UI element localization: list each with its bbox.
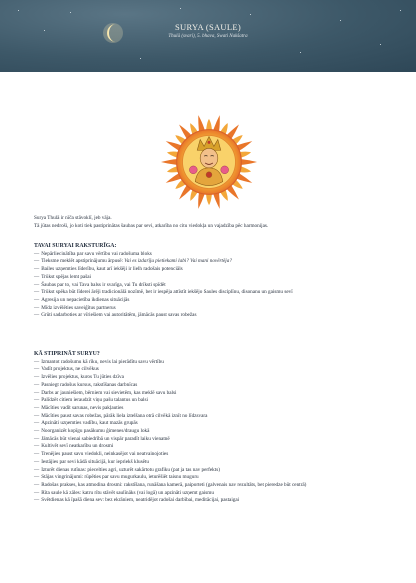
list-item: [34, 390, 404, 398]
header-banner: [0, 0, 416, 72]
list-item: [34, 274, 404, 282]
list-item: [34, 467, 404, 475]
dash-bullet: —: [34, 420, 40, 427]
dash-bullet: —: [34, 381, 40, 388]
list-item-text: Svētdienas kā īpašā diena sev: bez ekrāniem, neatridējot radošai darbībai, meditācijai, pastaigai: [41, 497, 240, 504]
dash-bullet: —: [34, 481, 40, 488]
list-item-text: Šaubas par to, vai Tava balss ir svarīga, vai Tu drīksti spīdēt: [41, 281, 166, 288]
traits-list: [34, 251, 404, 320]
dash-bullet: —: [34, 366, 40, 373]
page-subtitle: Thulā (svari), 5. bhava, Swati Nakšatra: [168, 34, 248, 39]
dash-bullet: —: [34, 404, 40, 411]
sun-ray: [198, 115, 204, 131]
sun-ray: [206, 119, 212, 130]
list-item-text: Trenējies paust savu viedokli, neinkasējot vai neatvainojoties: [41, 451, 169, 458]
list-item-text: Izturēt dienas rutīnas: piecelties agri, uzturēt sakārtotu grafiku (pat ja tas nav perfekts): [41, 466, 220, 473]
list-item: [34, 459, 404, 467]
list-item-text: Noorganizēt kopīgu pasākumu ģimenes/draugu lokā: [41, 428, 150, 435]
sun-ray: [161, 159, 177, 165]
list-item: [34, 451, 404, 459]
list-item-text: Pasniegt radošus kursus, rakstīšanas darbnīcas: [41, 381, 138, 388]
dash-bullet: —: [34, 389, 40, 396]
list-item-text: Agresija un nepacietība ikdienas situācijās: [41, 296, 130, 303]
strengthen-section: [34, 351, 404, 505]
dash-bullet: —: [34, 250, 40, 257]
list-item: [34, 428, 404, 436]
dash-bullet: —: [34, 258, 40, 265]
dash-bullet: —: [34, 474, 40, 481]
list-item-quote: Vai es izdarīju pietiekami labi? Vai mani novērtēja?: [124, 258, 232, 265]
list-item-text: Jāmācās būt vienai sabiedrībā un vispār paradīt laiku vienatnē: [41, 435, 170, 442]
dash-bullet: —: [34, 273, 40, 280]
dash-bullet: —: [34, 312, 40, 319]
dash-bullet: —: [34, 374, 40, 381]
surya-sun-illustration: [160, 113, 258, 211]
list-item-text: Izmantot radošumu kā rīku, nevis lai pierādītu savu vērtību: [41, 358, 164, 365]
list-item: [34, 405, 404, 413]
dash-bullet: —: [34, 497, 40, 504]
list-item-text: Tieksme meklēt apstiprinājumu ārpusē:: [41, 258, 125, 265]
list-item: [34, 258, 404, 266]
list-item-text: Izvēlies projektus, kuros Tu jūties dzīva: [41, 374, 124, 381]
intro-line: Tā jūtas nedroši, jo koti tiek pastiprinātas šaubas par sevi, atkarība no citu viedokļa un vajadzība pēc harmonijas.: [34, 222, 269, 229]
list-item-text: Palīdzēt citiem ieraudzīt viņu pašu talantus un balsi: [41, 397, 148, 404]
list-item-text: Trūkst spējas lemt pašai: [41, 273, 91, 280]
list-item-text: Grūti sadarboties ar vīriešiem vai autoritātēm, jāmācās paust savas robežas: [41, 312, 197, 319]
dash-bullet: —: [34, 428, 40, 435]
dash-bullet: —: [34, 397, 40, 404]
dash-bullet: —: [34, 435, 40, 442]
sun-ray: [206, 194, 212, 205]
list-item: [34, 251, 404, 259]
list-item-text: Mīdz izvēlēties saveiģītus partnerus: [41, 304, 116, 311]
list-item-text: Mācīties paust savas robežas, pārāk liela iztelšana otrā cilvēkā iznīt no līdzsvara: [41, 412, 208, 419]
list-item-text: Trūkst spēka būt līderei ārēji tradicionālā nozīmē, bet ir iespēja attīstīt iekšējo Saules disciplīnu, disonanu un gaismu sevī: [41, 289, 293, 296]
list-item: [34, 420, 404, 428]
dash-bullet: —: [34, 489, 40, 496]
list-item: [34, 374, 404, 382]
dash-bullet: —: [34, 451, 40, 458]
dash-bullet: —: [34, 266, 40, 273]
list-item: [34, 413, 404, 421]
list-item-text: Stājas vingrinājumi: rūpēties par savu mugurkaulu, ieturēšiēt taisnu muguru: [41, 474, 199, 481]
list-item: [34, 443, 404, 451]
list-item: [34, 282, 404, 290]
dash-bullet: —: [34, 289, 40, 296]
dash-bullet: —: [34, 466, 40, 473]
list-item: [34, 366, 404, 374]
list-item: [34, 305, 404, 313]
intro-text: [34, 215, 404, 230]
dash-bullet: —: [34, 412, 40, 419]
list-item: [34, 289, 404, 297]
page-title: SURYA (SAULE): [174, 22, 241, 32]
dash-bullet: —: [34, 304, 40, 311]
list-item-text: Apzināti uzņemties vadību, kaut mazās grupās: [41, 420, 138, 427]
intro-line: Surya Thulā ir nīča stāvoklī, jeb vāja.: [34, 215, 112, 221]
traits-section: [34, 243, 404, 320]
dash-bullet: —: [34, 358, 40, 365]
list-item-text: Bailes uzņemties līderību, kaut arī iekšēji ir lielh radošais potenciāls: [41, 266, 183, 273]
list-item: [34, 474, 404, 482]
strengthen-list: [34, 359, 404, 505]
list-item: [34, 297, 404, 305]
list-item-text: Vadīt projektus, ne cilvēkus: [41, 366, 99, 373]
sun-ray: [198, 193, 204, 209]
traits-heading: TAVAI SURYAI RAKSTURĪGA:: [34, 243, 117, 249]
list-item-text: Mācīties vadīt sarunas, nevis pakļauties: [41, 404, 124, 411]
list-item: [34, 497, 404, 505]
dash-bullet: —: [34, 458, 40, 465]
list-item-text: Rīta saule kā zāles: katru rītu stāvēt saulīnāks (vai logā) un apzināti uzņemt gaismu: [41, 489, 214, 496]
list-item: [34, 359, 404, 367]
list-item: [34, 312, 404, 320]
list-item: [34, 482, 404, 490]
sun-ray: [241, 159, 257, 165]
strengthen-heading: KĀ STIPRINĀT SURYU?: [34, 351, 100, 357]
list-item: [34, 266, 404, 274]
list-item: [34, 397, 404, 405]
list-item-text: Kultivēt sevī neatkarību un drosmi: [41, 443, 114, 450]
list-item: [34, 382, 404, 390]
list-item-text: Radošas prakses, kas atmodina drosmi: rakstīšana, runāšana kamerā, paiporteti (galvenais nav rezultāts, bet pieredze būt centrā): [41, 481, 307, 488]
dash-bullet: —: [34, 296, 40, 303]
list-item-text: Darbs ar jauniešiem, bērniem vai sievietēm, kas meklē savu balsi: [41, 389, 177, 396]
sun-ray: [213, 115, 219, 131]
list-item-text: Nepārliecinātība par savu vērtību vai radošuma bloks: [41, 250, 152, 257]
dash-bullet: —: [34, 281, 40, 288]
dash-bullet: —: [34, 443, 40, 450]
list-item: [34, 436, 404, 444]
list-item-text: Iestājies par sevi kādā situācijā, kur iepriekš klusētu: [41, 458, 149, 465]
sun-ray: [213, 193, 219, 209]
list-item: [34, 490, 404, 498]
